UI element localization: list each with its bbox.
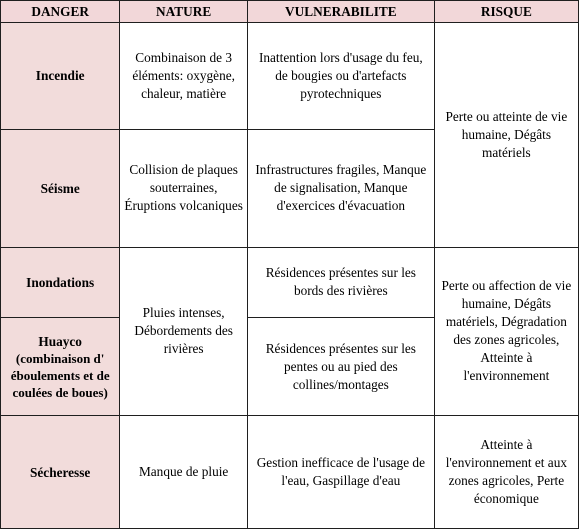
table-row-inondations bbox=[1, 247, 579, 317]
vulnerabilite-cell-seisme: Infrastructures fragiles, Manque de signalisation, Manque d'exercices d'évacuation bbox=[247, 129, 434, 247]
risque-cell-incendie-seisme: Perte ou atteinte de vie humaine, Dégâts matériels bbox=[434, 23, 578, 248]
danger-cell-seisme: Séisme bbox=[1, 129, 120, 247]
danger-cell-inondations: Inondations bbox=[1, 247, 120, 317]
danger-cell-secheresse: Sécheresse bbox=[1, 416, 120, 529]
risque-cell-secheresse: Atteinte à l'environnement et aux zones agricoles, Perte économique bbox=[434, 416, 578, 529]
nature-cell-seisme: Collision de plaques souterraines, Éruptions volcaniques bbox=[120, 129, 248, 247]
vulnerabilite-cell-inondations: Résidences présentes sur les bords des rivières bbox=[247, 247, 434, 317]
danger-note-huayco: (combinaison d' éboulements et de coulées de boues) bbox=[10, 350, 110, 400]
nature-cell-secheresse: Manque de pluie bbox=[120, 416, 248, 529]
vulnerabilite-cell-incendie: Inattention lors d'usage du feu, de bougies ou d'artefacts pyrotechniques bbox=[247, 23, 434, 130]
header-risque: RISQUE bbox=[434, 1, 578, 23]
nature-cell-incendie: Combinaison de 3 éléments: oxygène, chaleur, matière bbox=[120, 23, 248, 130]
header-vulnerabilite: VULNERABILITE bbox=[247, 1, 434, 23]
vulnerabilite-cell-secheresse: Gestion inefficace de l'usage de l'eau, Gaspillage d'eau bbox=[247, 416, 434, 529]
vulnerabilite-cell-huayco: Résidences présentes sur les pentes ou au pied des collines/montages bbox=[247, 317, 434, 415]
nature-cell-inondations-huayco: Pluies intenses, Débordements des rivières bbox=[120, 247, 248, 416]
danger-cell-incendie: Incendie bbox=[1, 23, 120, 130]
header-nature: NATURE bbox=[120, 1, 248, 23]
header-danger: DANGER bbox=[1, 1, 120, 23]
table-row-secheresse bbox=[1, 416, 579, 529]
risque-cell-inondations-huayco: Perte ou affection de vie humaine, Dégâts matériels, Dégradation des zones agricoles, Atteinte à l'environnement bbox=[434, 247, 578, 416]
table-row-incendie bbox=[1, 23, 579, 130]
danger-cell-huayco bbox=[1, 317, 120, 415]
danger-label-huayco: Huayco bbox=[38, 333, 82, 349]
header-row bbox=[1, 1, 579, 23]
